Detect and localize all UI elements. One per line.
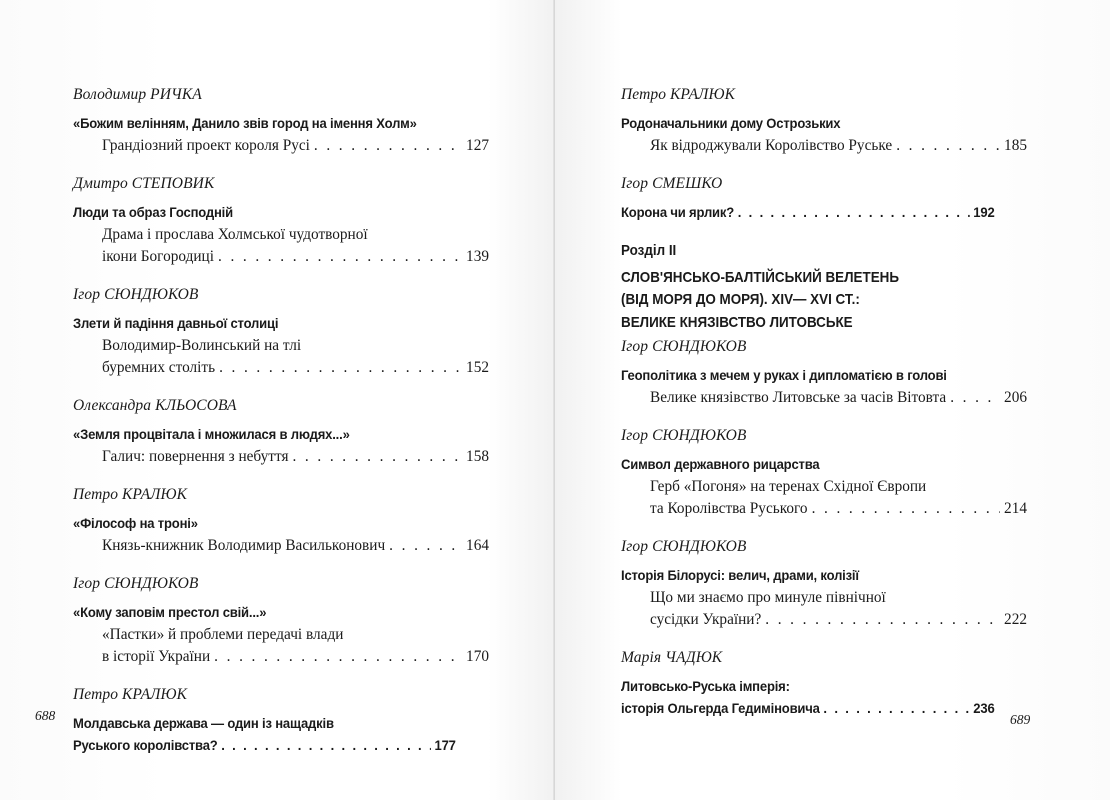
entry-title xyxy=(621,676,995,720)
section-title xyxy=(621,267,995,335)
leader-dots xyxy=(292,446,462,468)
entry-subtitle-line: Володимир-Волинський на тлі xyxy=(102,337,302,354)
entry-title-text: Корона чи ярлик? xyxy=(621,205,735,221)
entry-author: Ігор СЮНДЮКОВ xyxy=(73,575,199,592)
entry-subtitle-text: Князь-книжник Володимир Васильконович xyxy=(102,537,386,554)
entry-title xyxy=(73,313,456,335)
entry-title-line: Символ державного рицарства xyxy=(621,457,820,473)
entry-subtitle-line: Що ми знаємо про минуле північної xyxy=(650,589,886,606)
leader-dots xyxy=(896,135,1000,157)
entry-page-number: 214 xyxy=(1004,500,1027,517)
entry-subtitle-text: ікони Богородиці xyxy=(102,248,214,265)
entry-author: Петро КРАЛЮК xyxy=(73,486,187,503)
entry-author: Дмитро СТЕПОВИК xyxy=(73,175,215,192)
entry-subtitle xyxy=(73,535,489,557)
entry-title-line: Родоначальники дому Острозьких xyxy=(621,116,841,132)
leader-dots xyxy=(314,135,462,157)
entry-title-line: «Божим велінням, Данило звів город на імення Холм» xyxy=(73,116,417,132)
section-label: Розділ II xyxy=(621,243,677,259)
toc-entry xyxy=(73,397,489,468)
leader-dots xyxy=(214,646,462,668)
toc-entry xyxy=(621,427,1027,520)
entry-subtitle xyxy=(621,587,1027,631)
right-entries-after xyxy=(621,338,1027,720)
toc-entry xyxy=(621,338,1027,409)
entry-title-text: історія Ольгерда Гедиміновича xyxy=(621,701,820,717)
entry-title xyxy=(73,113,456,135)
right-page xyxy=(555,0,1110,800)
entry-page-number: 206 xyxy=(1004,389,1027,406)
entry-subtitle xyxy=(621,476,1027,520)
entry-subtitle-line xyxy=(102,646,489,668)
entry-subtitle-line: Драма і прослава Холмської чудотворної xyxy=(102,226,368,243)
leader-dots xyxy=(950,387,1000,409)
entry-title xyxy=(73,513,456,535)
page-number-right: 689 xyxy=(1010,712,1031,727)
toc-entry xyxy=(73,486,489,557)
entry-title xyxy=(73,713,456,757)
entry-subtitle xyxy=(621,387,1027,409)
leader-dots xyxy=(823,698,969,720)
right-toc xyxy=(621,86,1027,720)
left-page xyxy=(0,0,555,800)
leader-dots xyxy=(221,735,431,757)
entry-author: Петро КРАЛЮК xyxy=(621,86,735,103)
entry-page-number: 152 xyxy=(466,359,489,376)
entry-subtitle-text: Грандіозний проект короля Русі xyxy=(102,137,310,154)
entry-title-line xyxy=(621,698,995,720)
leader-dots xyxy=(389,535,462,557)
entry-title-line xyxy=(73,735,456,757)
toc-entry xyxy=(73,286,489,379)
toc-entry xyxy=(621,538,1027,631)
entry-title xyxy=(621,365,995,387)
section-title-line: СЛОВ'ЯНСЬКО-БАЛТІЙСЬКИЙ ВЕЛЕТЕНЬ xyxy=(621,269,900,286)
toc-entry xyxy=(621,175,1027,224)
entry-subtitle-line: Герб «Погоня» на теренах Східної Європи xyxy=(650,478,927,495)
entry-title xyxy=(621,454,995,476)
entry-subtitle-line xyxy=(650,498,1027,520)
entry-title-line: Злети й падіння давньої столиці xyxy=(73,316,279,332)
section-heading xyxy=(621,240,995,334)
entry-page-number: 170 xyxy=(466,648,489,665)
leader-dots xyxy=(812,498,1000,520)
page-number-left: 688 xyxy=(35,708,56,723)
entry-author: Ігор СМЕШКО xyxy=(621,175,723,192)
entry-page-number: 222 xyxy=(1004,611,1027,628)
entry-author: Петро КРАЛЮК xyxy=(73,686,187,703)
toc-entry xyxy=(73,175,489,268)
entry-subtitle-line xyxy=(650,387,1027,409)
entry-subtitle-line xyxy=(102,357,489,379)
toc-entry xyxy=(73,86,489,157)
entry-subtitle-text: в історії України xyxy=(102,648,211,665)
entry-subtitle-text: Як відроджували Королівство Руське xyxy=(650,137,893,154)
entry-title-line: Молдавська держава — один із нащадків xyxy=(73,716,334,732)
entry-title xyxy=(621,202,995,224)
entry-author: Олександра КЛЬОСОВА xyxy=(73,397,237,414)
right-entries-before xyxy=(621,86,1027,224)
entry-page-number: 236 xyxy=(973,701,995,717)
entry-page-number: 185 xyxy=(1004,137,1027,154)
leader-dots xyxy=(218,246,462,268)
toc-entry xyxy=(73,686,489,757)
leader-dots xyxy=(738,202,970,224)
entry-subtitle xyxy=(73,624,489,668)
entry-title-line: Литовсько-Руська імперія: xyxy=(621,679,790,695)
entry-title xyxy=(73,602,456,624)
entry-subtitle xyxy=(73,335,489,379)
entry-title xyxy=(73,424,456,446)
section-title-line: ВЕЛИКЕ КНЯЗІВСТВО ЛИТОВСЬКЕ xyxy=(621,314,853,331)
entry-author: Ігор СЮНДЮКОВ xyxy=(621,427,747,444)
entry-page-number: 139 xyxy=(466,248,489,265)
entry-title-line xyxy=(621,202,995,224)
entry-subtitle-line xyxy=(650,609,1027,631)
entry-title-line: «Кому заповім престол свій...» xyxy=(73,605,267,621)
entry-subtitle xyxy=(621,135,1027,157)
entry-subtitle xyxy=(73,446,489,468)
entry-subtitle-text: Велике князівство Литовське за часів Вітовта xyxy=(650,389,947,406)
entry-title xyxy=(73,202,456,224)
entry-author: Володимир РИЧКА xyxy=(73,86,202,103)
entry-title xyxy=(621,565,995,587)
entry-subtitle-line: «Пастки» й проблеми передачі влади xyxy=(102,626,344,643)
entry-subtitle-line xyxy=(102,135,489,157)
entry-author: Ігор СЮНДЮКОВ xyxy=(73,286,199,303)
entry-title-line: «Земля процвітала і множилася в людях...» xyxy=(73,427,350,443)
toc-entry xyxy=(73,575,489,668)
entry-page-number: 164 xyxy=(466,537,489,554)
entry-page-number: 158 xyxy=(466,448,489,465)
left-toc xyxy=(73,86,489,757)
section-title-line: (ВІД МОРЯ ДО МОРЯ). XIV— XVI СТ.: xyxy=(621,292,860,308)
entry-page-number: 192 xyxy=(973,205,995,221)
leader-dots xyxy=(765,609,1000,631)
entry-page-number: 177 xyxy=(434,738,456,754)
toc-entry xyxy=(621,86,1027,157)
entry-subtitle-text: та Королівства Руського xyxy=(650,500,808,517)
entry-author: Марія ЧАДЮК xyxy=(621,649,723,666)
entry-subtitle-line xyxy=(650,135,1027,157)
entry-subtitle-text: буремних століть xyxy=(102,359,216,376)
entry-subtitle-line xyxy=(102,446,489,468)
leader-dots xyxy=(219,357,462,379)
entry-subtitle xyxy=(73,135,489,157)
entry-subtitle-text: Галич: повернення з небуття xyxy=(102,448,289,465)
entry-author: Ігор СЮНДЮКОВ xyxy=(621,538,747,555)
entry-subtitle-line xyxy=(102,535,489,557)
entry-title-line: Геополітика з мечем у руках і дипломатією в голові xyxy=(621,368,947,384)
entry-title-line: Історія Білорусі: велич, драми, колізії xyxy=(621,568,859,584)
entry-page-number: 127 xyxy=(466,137,489,154)
entry-title xyxy=(621,113,995,135)
toc-entry xyxy=(621,649,1027,720)
entry-title-text: Руського королівства? xyxy=(73,738,218,754)
entry-subtitle-line xyxy=(102,246,489,268)
entry-subtitle-text: сусідки України? xyxy=(650,611,762,628)
entry-title-line: «Філософ на троні» xyxy=(73,516,198,532)
entry-title-line: Люди та образ Господній xyxy=(73,205,233,221)
entry-subtitle xyxy=(73,224,489,268)
entry-author: Ігор СЮНДЮКОВ xyxy=(621,338,747,355)
